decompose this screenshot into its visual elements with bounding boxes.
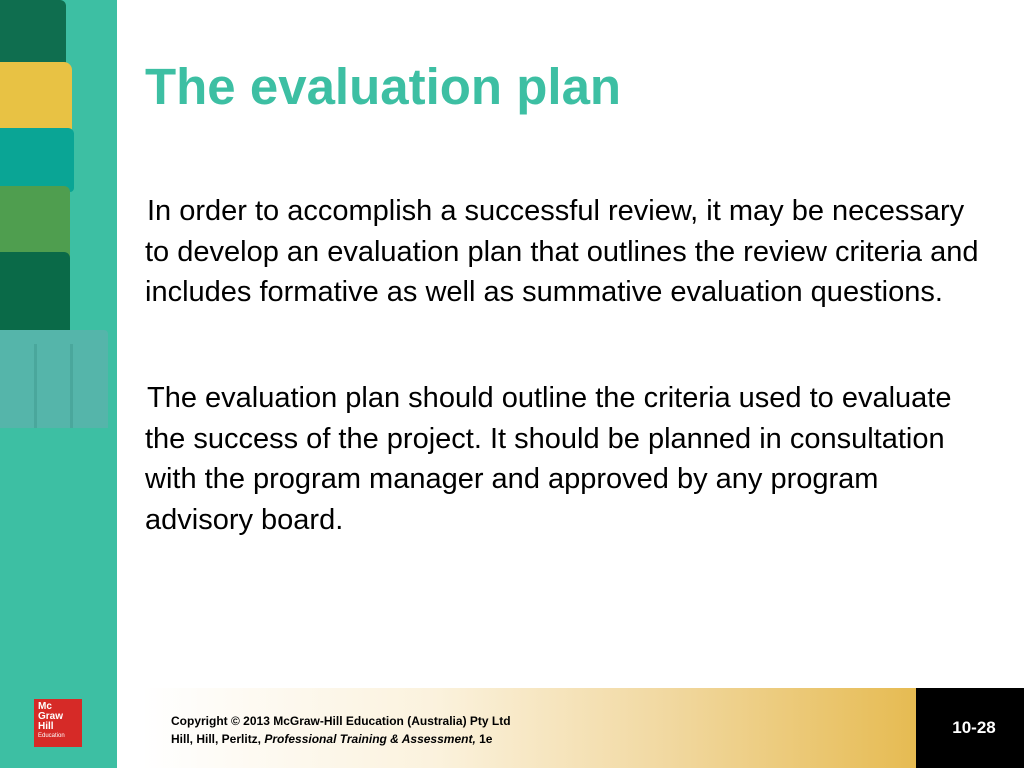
page-number-box <box>916 688 1024 768</box>
mcgraw-hill-logo <box>34 699 82 747</box>
sidebar-divider <box>117 0 121 768</box>
body-paragraph-1: In order to accomplish a successful review, it may be necessary to develop an evaluation plan that outlines the review criteria and includes formative as well as summative evaluation questions. <box>145 195 979 308</box>
copyright-text: Copyright © 2013 McGraw-Hill Education (Australia) Pty Ltd <box>171 714 511 728</box>
book-spine-yellow <box>0 62 72 134</box>
book-spine-light-teal <box>0 330 108 428</box>
book-seam <box>70 344 73 428</box>
footer-bar <box>142 688 916 768</box>
body-paragraph-2: The evaluation plan should outline the criteria used to evaluate the success of the project. It should be planned in consultation with the program manager and approved by any program advisory board. <box>145 382 952 536</box>
book-spine-green <box>0 186 70 260</box>
edition-text: 1e <box>479 732 493 746</box>
book-spine-teal <box>0 128 74 192</box>
logo-text-line: Hill <box>38 721 54 732</box>
slide-title: The evaluation plan <box>145 58 622 115</box>
book-title-text: Professional Training & Assessment, <box>264 732 476 746</box>
footer-copyright <box>171 712 511 748</box>
book-spine-forest <box>0 252 70 336</box>
book-seam <box>34 344 37 428</box>
sidebar-book-stack <box>0 0 117 768</box>
authors-text: Hill, Hill, Perlitz, <box>171 732 262 746</box>
book-spine-dark-green <box>0 0 66 70</box>
logo-text-line: Education <box>38 733 65 739</box>
logo-text-line: Graw <box>38 711 64 722</box>
page-number: 10-28 <box>952 718 996 737</box>
logo-text-line: Mc <box>38 701 52 712</box>
